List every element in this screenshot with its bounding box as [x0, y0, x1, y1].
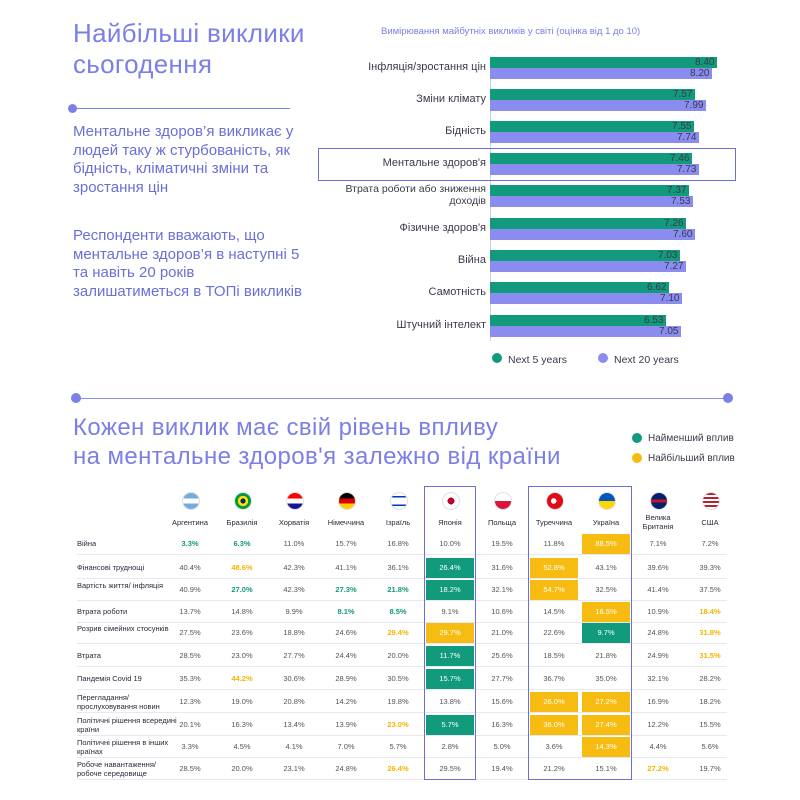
table-row-label: Перегладання/ прослуховування новин: [77, 693, 160, 711]
highlighted-column-box: [528, 486, 632, 780]
table-cell: 32.1%: [647, 674, 669, 683]
legend-dot-high: [632, 453, 642, 463]
bar-value-label: 7.03: [658, 250, 678, 261]
bar-next-20-years: [490, 326, 681, 337]
table-cell: 10.6%: [491, 607, 513, 616]
country-flag-icon: [494, 492, 512, 510]
section-divider: [76, 398, 728, 399]
bar-value-label: 8.20: [690, 68, 710, 79]
table-cell: 31.5%: [699, 651, 721, 660]
table-cell: 5.7%: [389, 742, 407, 751]
table-cell: 21.8%: [387, 585, 409, 594]
table-cell: 10.9%: [647, 607, 669, 616]
bar-next-5-years: [490, 121, 694, 132]
bar-next-5-years: [490, 282, 669, 293]
table-cell: 16.3%: [491, 720, 513, 729]
table-cell: 27.7%: [283, 651, 305, 660]
bar-value-label: 7.60: [673, 229, 693, 240]
country-flag-icon: [234, 492, 252, 510]
table-cell: 24.6%: [335, 628, 357, 637]
table-cell: 40.4%: [179, 563, 201, 572]
table-cell: 24.8%: [335, 764, 357, 773]
legend-label-next-5: Next 5 years: [508, 354, 567, 366]
table-cell: 28.9%: [335, 674, 357, 683]
table-cell: 19.5%: [491, 539, 513, 548]
country-header: Бразилія: [226, 518, 258, 527]
table-cell: 8.1%: [337, 607, 355, 616]
table-cell: 11.7%: [439, 651, 461, 660]
table-cell: 8.5%: [389, 607, 407, 616]
bar-category-label: Втрата роботи або зниження доходів: [345, 183, 486, 207]
divider-line: [72, 108, 290, 109]
table-cell: 3.3%: [181, 742, 199, 751]
country-header: Ізраїль: [385, 518, 411, 527]
table-cell: 29.7%: [439, 628, 461, 637]
bar-value-label: 7.10: [660, 293, 680, 304]
bar-next-20-years: [490, 132, 699, 143]
table-cell: 39.3%: [699, 563, 721, 572]
bar-value-label: 7.05: [659, 326, 679, 337]
table-cell: 14.2%: [335, 697, 357, 706]
table-cell: 7.1%: [649, 539, 667, 548]
country-header: Німеччина: [327, 518, 365, 527]
table-cell: 16.3%: [231, 720, 253, 729]
table-cell: 9.7%: [597, 628, 615, 637]
table-cell: 15.5%: [699, 720, 721, 729]
bar-next-20-years: [490, 261, 686, 272]
table-title-text: Кожен виклик має свій рівень впливу на ментальне здоров'я залежно від країни: [73, 414, 561, 470]
table-cell: 26.4%: [439, 563, 461, 572]
country-header: Україна: [592, 518, 620, 527]
table-cell: 44.2%: [231, 674, 253, 683]
country-header: Аргентина: [172, 518, 208, 527]
table-cell: 18.5%: [543, 651, 565, 660]
table-cell: 23.6%: [231, 628, 253, 637]
bar-next-5-years: [490, 185, 689, 196]
country-header: Японія: [438, 518, 462, 527]
bar-category-label: Самотність: [428, 286, 486, 298]
table-cell: 12.2%: [647, 720, 669, 729]
table-cell: 27.3%: [335, 585, 357, 594]
table-cell: 3.6%: [545, 742, 563, 751]
table-cell: 14.8%: [231, 607, 253, 616]
table-cell: 25.6%: [491, 651, 513, 660]
legend-dot-next-20: [598, 353, 608, 363]
table-row-label: Фінансові труднощі: [77, 563, 145, 572]
bar-category-label: Зміни клімату: [416, 93, 486, 105]
table-cell: 18.8%: [283, 628, 305, 637]
table-cell: 21.0%: [491, 628, 513, 637]
table-row-label: Вартість життя/ інфляція: [77, 581, 164, 590]
table-cell: 20.1%: [179, 720, 201, 729]
bar-value-label: 7.74: [677, 132, 697, 143]
table-cell: 19.0%: [231, 697, 253, 706]
bar-next-5-years: [490, 89, 695, 100]
bar-value-label: 6.62: [647, 282, 667, 293]
country-flag-icon: [338, 492, 356, 510]
table-cell: 10.0%: [439, 539, 461, 548]
table-cell: 11.8%: [543, 539, 565, 548]
intro-paragraph-1: Ментальне здоров’я викликає у людей таку ж стурбованість, як бідність, кліматичні зміни та зростання цін: [73, 123, 294, 196]
table-cell: 28.2%: [699, 674, 721, 683]
table-cell: 27.4%: [595, 720, 617, 729]
bar-value-label: 7.55: [672, 121, 692, 132]
table-cell: 7.0%: [337, 742, 355, 751]
table-cell: 27.2%: [647, 764, 669, 773]
mental-health-highlight: [318, 148, 736, 181]
table-cell: 5.6%: [701, 742, 719, 751]
table-cell: 42.3%: [283, 585, 305, 594]
table-cell: 19.7%: [699, 764, 721, 773]
bar-category-label: Бідність: [445, 125, 486, 137]
table-cell: 20.0%: [387, 651, 409, 660]
table-cell: 15.1%: [595, 764, 617, 773]
table-row-label: Втрата: [77, 651, 101, 660]
table-cell: 5.7%: [441, 720, 459, 729]
table-cell: 18.2%: [699, 697, 721, 706]
table-cell: 35.3%: [179, 674, 201, 683]
table-cell: 43.1%: [595, 563, 617, 572]
table-row-label: Робоче навантаження/ робоче середовище: [77, 760, 156, 778]
bar-category-label: Штучний інтелект: [396, 319, 486, 331]
table-cell: 28.5%: [179, 651, 201, 660]
country-flag-icon: [286, 492, 304, 510]
table-cell: 24.8%: [647, 628, 669, 637]
table-cell: 36.1%: [387, 563, 409, 572]
bar-value-label: 7.53: [671, 196, 691, 207]
bar-next-20-years: [490, 293, 682, 304]
section-divider-dot-right: [723, 393, 733, 403]
table-cell: 27.2%: [595, 697, 617, 706]
table-cell: 30.5%: [387, 674, 409, 683]
country-header: Велика Британія: [642, 513, 674, 531]
country-flag-icon: [702, 492, 720, 510]
table-cell: 15.7%: [335, 539, 357, 548]
table-cell: 14.5%: [543, 607, 565, 616]
table-cell: 37.5%: [699, 585, 721, 594]
country-header: США: [701, 518, 719, 527]
bar-next-5-years: [490, 218, 686, 229]
table-cell: 27.7%: [491, 674, 513, 683]
table-row-label: Пандемія Covid 19: [77, 674, 142, 683]
page-title: Найбільші виклики сьогодення: [73, 18, 305, 79]
bar-category-label: Війна: [457, 254, 486, 266]
table-cell: 36.7%: [543, 674, 565, 683]
country-header: Польща: [487, 518, 517, 527]
table-cell: 24.9%: [647, 651, 669, 660]
bar-value-label: 7.73: [677, 164, 697, 175]
table-cell: 29.4%: [387, 628, 409, 637]
table-cell: 11.0%: [283, 539, 305, 548]
table-cell: 13.4%: [283, 720, 305, 729]
legend-dot-next-5: [492, 353, 502, 363]
bar-category-label: Інфляція/зростання цін: [368, 61, 486, 73]
chart-title: Вимірювання майбутніх викликів у світі (оцінка від 1 до 10): [381, 26, 641, 37]
table-cell: 9.1%: [441, 607, 459, 616]
table-cell: 26.4%: [387, 764, 409, 773]
table-cell: 13.9%: [335, 720, 357, 729]
table-cell: 30.6%: [283, 674, 305, 683]
country-flag-icon: [650, 492, 668, 510]
table-cell: 18.4%: [699, 607, 721, 616]
table-cell: 32.5%: [595, 585, 617, 594]
table-cell: 6.3%: [233, 539, 251, 548]
country-header: Туреччина: [535, 518, 573, 527]
table-cell: 19.8%: [387, 697, 409, 706]
table-cell: 7.2%: [701, 539, 719, 548]
section-divider-dot-left: [71, 393, 81, 403]
country-flag-icon: [182, 492, 200, 510]
table-row-label: Політичні рішення в інших країнах: [77, 738, 169, 756]
table-cell: 4.4%: [649, 742, 667, 751]
table-cell: 26.0%: [543, 697, 565, 706]
table-cell: 14.3%: [595, 742, 617, 751]
divider-dot: [68, 104, 77, 113]
table-cell: 20.8%: [283, 697, 305, 706]
bar-next-20-years: [490, 100, 706, 111]
table-cell: 29.5%: [439, 764, 461, 773]
table-row-label: Політичні рішення всередині країни: [77, 716, 177, 734]
bar-next-5-years: [490, 250, 680, 261]
bar-value-label: 7.26: [664, 218, 684, 229]
table-cell: 4.5%: [233, 742, 251, 751]
bar-value-label: 7.99: [684, 100, 704, 111]
legend-label-low: Найменший вплив: [648, 433, 734, 444]
table-cell: 23.0%: [387, 720, 409, 729]
table-cell: 36.0%: [543, 720, 565, 729]
table-cell: 12.3%: [179, 697, 201, 706]
table-cell: 23.0%: [231, 651, 253, 660]
table-cell: 16.9%: [647, 697, 669, 706]
bar-value-label: 7.27: [664, 261, 684, 272]
table-cell: 31.8%: [699, 628, 721, 637]
legend-label-next-20: Next 20 years: [614, 354, 679, 366]
country-header: Хорватія: [278, 518, 310, 527]
bar-next-5-years: [490, 57, 717, 68]
table-cell: 22.6%: [543, 628, 565, 637]
bar-category-label: Фізичне здоров'я: [399, 222, 486, 234]
table-cell: 18.2%: [439, 585, 461, 594]
table-cell: 31.6%: [491, 563, 513, 572]
bar-next-20-years: [490, 196, 693, 207]
table-cell: 23.1%: [283, 764, 305, 773]
table-cell: 24.4%: [335, 651, 357, 660]
bar-next-5-years: [490, 315, 666, 326]
table-cell: 9.9%: [285, 607, 303, 616]
bar-value-label: 8.40: [695, 57, 715, 68]
bar-value-label: 7.37: [667, 185, 687, 196]
table-cell: 41.4%: [647, 585, 669, 594]
table-cell: 35.0%: [595, 674, 617, 683]
table-cell: 13.8%: [439, 697, 461, 706]
intro-paragraph-2: Респонденти вважають, що ментальне здоров’я в наступні 5 та навіть 20 років залишатиметься в ТОПі викликів: [73, 227, 302, 300]
table-cell: 4.1%: [285, 742, 303, 751]
table-cell: 19.4%: [491, 764, 513, 773]
table-cell: 5.0%: [493, 742, 511, 751]
table-cell: 54.7%: [543, 585, 565, 594]
bar-next-20-years: [490, 68, 712, 79]
bar-value-label: 6.53: [644, 315, 664, 326]
table-cell: 21.2%: [543, 764, 565, 773]
table-cell: 20.0%: [231, 764, 253, 773]
table-cell: 21.8%: [595, 651, 617, 660]
bar-value-label: 7.57: [673, 89, 693, 100]
table-cell: 52.8%: [543, 563, 565, 572]
table-cell: 27.5%: [179, 628, 201, 637]
table-cell: 42.3%: [283, 563, 305, 572]
table-cell: 39.6%: [647, 563, 669, 572]
table-cell: 41.1%: [335, 563, 357, 572]
bar-next-20-years: [490, 229, 695, 240]
table-cell: 2.8%: [441, 742, 459, 751]
table-cell: 48.6%: [231, 563, 253, 572]
country-flag-icon: [390, 492, 408, 510]
bar-value-label: 7.46: [670, 153, 690, 164]
table-row-label: Втрата роботи: [77, 607, 128, 616]
table-row-label: Війна: [77, 539, 97, 548]
table-cell: 3.3%: [181, 539, 199, 548]
legend-label-high: Найбільший вплив: [648, 453, 735, 464]
table-cell: 28.5%: [179, 764, 201, 773]
table-cell: 40.9%: [179, 585, 201, 594]
table-cell: 15.7%: [439, 674, 461, 683]
table-cell: 32.1%: [491, 585, 513, 594]
table-cell: 13.7%: [179, 607, 201, 616]
table-row-label: Розрив сімейних стосунків: [77, 624, 169, 633]
highlighted-column-box: [424, 486, 476, 780]
table-cell: 16.5%: [595, 607, 617, 616]
table-cell: 27.0%: [231, 585, 253, 594]
table-title: [73, 413, 561, 471]
table-cell: 16.8%: [387, 539, 409, 548]
table-cell: 15.6%: [491, 697, 513, 706]
table-cell: 88.5%: [595, 539, 617, 548]
legend-dot-low: [632, 433, 642, 443]
bar-category-label: Ментальне здоров'я: [382, 157, 486, 169]
